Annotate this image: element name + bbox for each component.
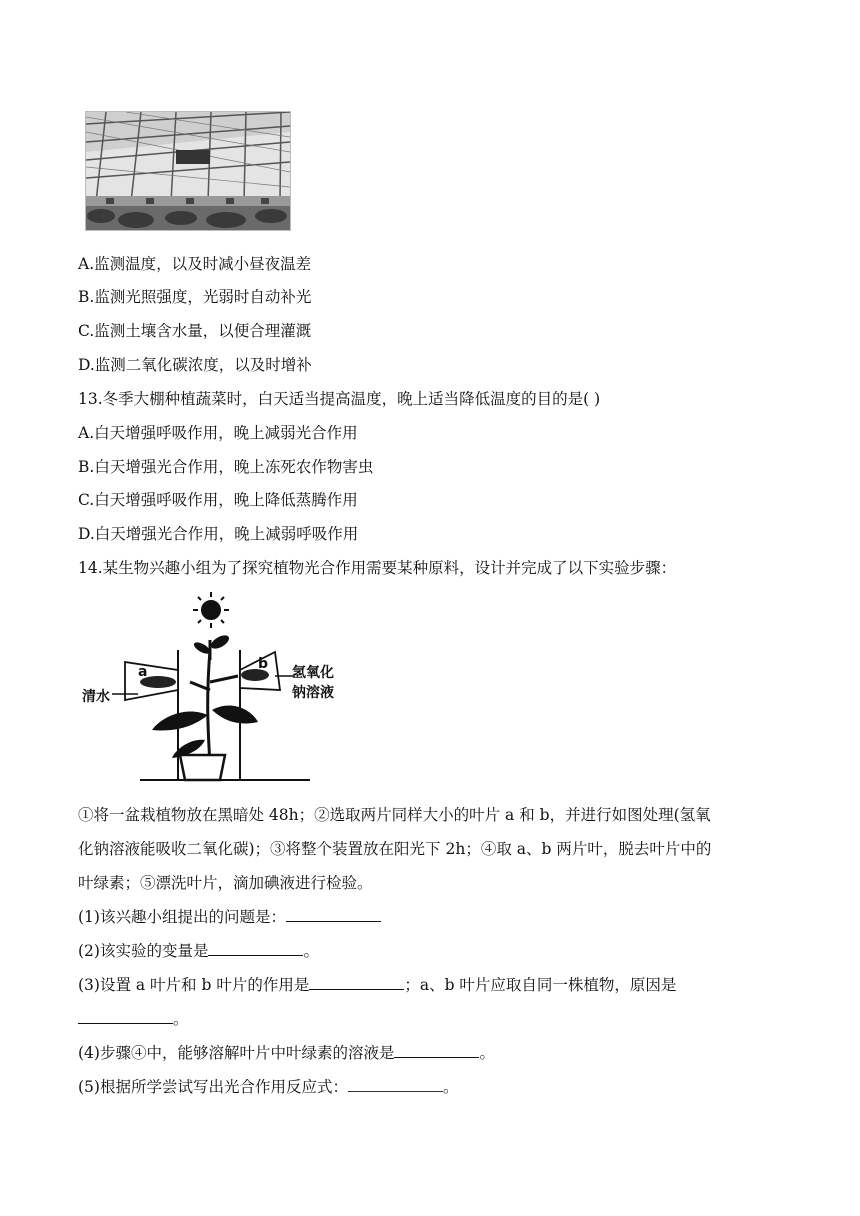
q14-sub3 <box>78 975 676 995</box>
answer-blank-5[interactable] <box>348 1077 443 1092</box>
q14-sub3-end: 。 <box>173 1010 189 1028</box>
q14-steps-line1: ①将一盆栽植物放在黑暗处 48h；②选取两片同样大小的叶片 a 和 b，并进行如图处理(氢氧 <box>78 806 711 824</box>
q14-sub4-text: (4)步骤④中，能够溶解叶片中叶绿素的溶液是 <box>78 1044 395 1062</box>
q14-sub3-text: (3)设置 a 叶片和 b 叶片的作用是 <box>78 976 310 994</box>
q14-steps-line3: 叶绿素；⑤漂洗叶片，滴加碘液进行检验。 <box>78 874 373 892</box>
greenhouse-photo <box>85 111 291 231</box>
q14-sub2-end: 。 <box>303 942 319 960</box>
q13-option-b: B.白天增强光合作用，晚上冻死农作物害虫 <box>78 458 374 476</box>
q14-sub2-text: (2)该实验的变量是 <box>78 942 209 960</box>
q12-option-d: D.监测二氧化碳浓度，以及时增补 <box>78 356 312 374</box>
q14-sub3-mid: ；a、b 叶片应取自同一株植物，原因是 <box>404 976 677 994</box>
q13-stem: 13.冬季大棚种植蔬菜时，白天适当提高温度，晚上适当降低温度的目的是( ) <box>78 390 601 408</box>
greenhouse-image <box>86 112 290 230</box>
q12-option-a: A.监测温度，以及时减小昼夜温差 <box>78 255 312 273</box>
leaf-b-label: b <box>258 656 269 672</box>
answer-blank-1[interactable] <box>286 907 381 922</box>
q14-sub4 <box>78 1043 495 1063</box>
q14-steps-line2: 化钠溶液能吸收二氧化碳)；③将整个装置放在阳光下 2h；④取 a、b 两片叶，脱去叶片中的 <box>78 840 712 858</box>
answer-blank-2[interactable] <box>208 941 303 956</box>
answer-blank-3a[interactable] <box>309 975 404 990</box>
q13-option-a: A.白天增强呼吸作用，晚上减弱光合作用 <box>78 424 358 442</box>
sun-icon <box>193 592 229 628</box>
q13-option-d: D.白天增强光合作用，晚上减弱呼吸作用 <box>78 525 359 543</box>
q12-option-c: C.监测土壤含水量，以便合理灌溉 <box>78 322 312 340</box>
naoh-label-line2: 钠溶液 <box>292 685 334 701</box>
water-label: 清水 <box>82 689 110 705</box>
q14-stem: 14.某生物兴趣小组为了探究植物光合作用需要某种原料，设计并完成了以下实验步骤： <box>78 559 677 577</box>
q14-sub2 <box>78 941 319 961</box>
q12-option-b: B.监测光照强度，光弱时自动补光 <box>78 288 312 306</box>
q14-sub5 <box>78 1077 458 1097</box>
q13-option-c: C.白天增强呼吸作用，晚上降低蒸腾作用 <box>78 491 358 509</box>
leaf-a-label: a <box>138 664 148 680</box>
q14-sub1 <box>78 907 381 927</box>
q14-sub5-end: 。 <box>442 1078 459 1096</box>
answer-blank-4[interactable] <box>394 1043 479 1058</box>
q14-sub4-end: 。 <box>479 1044 495 1062</box>
q14-sub1-text: (1)该兴趣小组提出的问题是： <box>78 908 286 926</box>
answer-blank-3b[interactable] <box>78 1009 173 1024</box>
naoh-label-line1: 氢氧化 <box>292 665 334 681</box>
experiment-figure <box>80 590 350 790</box>
q14-sub5-text: (5)根据所学尝试写出光合作用反应式： <box>78 1078 348 1096</box>
q14-sub3-cont <box>78 1009 189 1029</box>
